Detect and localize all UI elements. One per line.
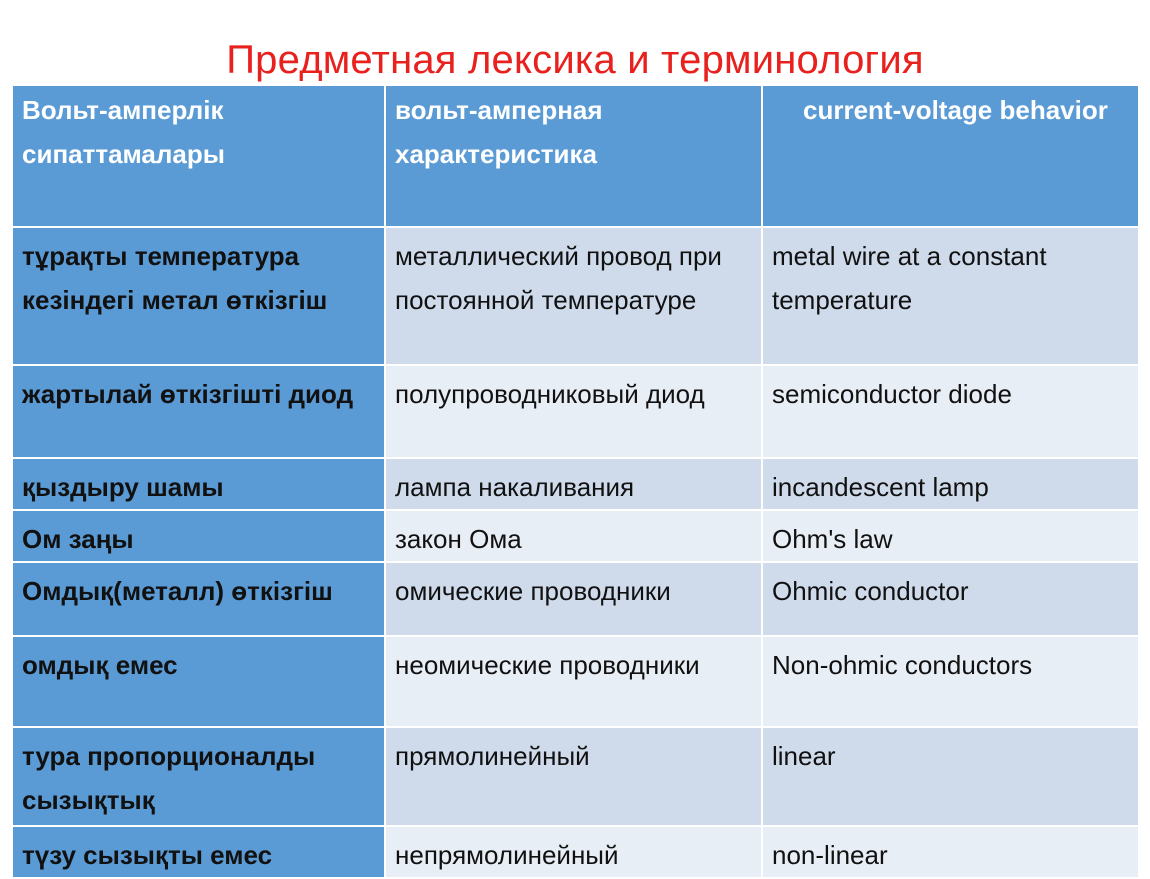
term-english: metal wire at a constant temperature <box>762 227 1138 365</box>
term-english: Ohmic conductor <box>762 562 1138 636</box>
term-kazakh: тура пропорционалды сызықтық <box>13 727 385 826</box>
table-row <box>13 510 1138 562</box>
table-row <box>13 562 1138 636</box>
term-kazakh: тұрақты температура кезіндегі метал өткізгіш <box>13 227 385 365</box>
table-row <box>13 227 1138 365</box>
term-english: Ohm's law <box>762 510 1138 562</box>
table-header-row <box>13 86 1138 227</box>
term-russian: прямолинейный <box>385 727 762 826</box>
term-russian: металлический провод при постоянной температуре <box>385 227 762 365</box>
term-kazakh: Ом заңы <box>13 510 385 562</box>
term-russian: непрямолинейный <box>385 826 762 878</box>
table-row <box>13 365 1138 458</box>
header-cell-russian: вольт-амперная характеристика <box>385 86 762 227</box>
term-kazakh: қыздыру шамы <box>13 458 385 510</box>
header-cell-english <box>762 86 1138 227</box>
term-russian: лампа накаливания <box>385 458 762 510</box>
table-row <box>13 458 1138 510</box>
term-kazakh: омдық емес <box>13 636 385 727</box>
term-kazakh: жартылай өткізгішті диод <box>13 365 385 458</box>
term-russian: омические проводники <box>385 562 762 636</box>
table-row <box>13 727 1138 826</box>
term-russian: неомические проводники <box>385 636 762 727</box>
table-row <box>13 636 1138 727</box>
term-english: semiconductor diode <box>762 365 1138 458</box>
term-english: linear <box>762 727 1138 826</box>
terminology-table <box>13 86 1138 879</box>
term-english: incandescent lamp <box>762 458 1138 510</box>
term-english: Non-ohmic conductors <box>762 636 1138 727</box>
header-cell-kazakh: Вольт-амперлік сипаттамалары <box>13 86 385 227</box>
term-kazakh: Омдық(металл) өткізгіш <box>13 562 385 636</box>
table-row <box>13 826 1138 878</box>
page-title: Предметная лексика и терминология <box>226 38 924 82</box>
header-cell-english-text: current-voltage behavior <box>803 95 1108 125</box>
term-russian: полупроводниковый диод <box>385 365 762 458</box>
term-russian: закон Ома <box>385 510 762 562</box>
term-english: non-linear <box>762 826 1138 878</box>
term-kazakh: түзу сызықты емес <box>13 826 385 878</box>
